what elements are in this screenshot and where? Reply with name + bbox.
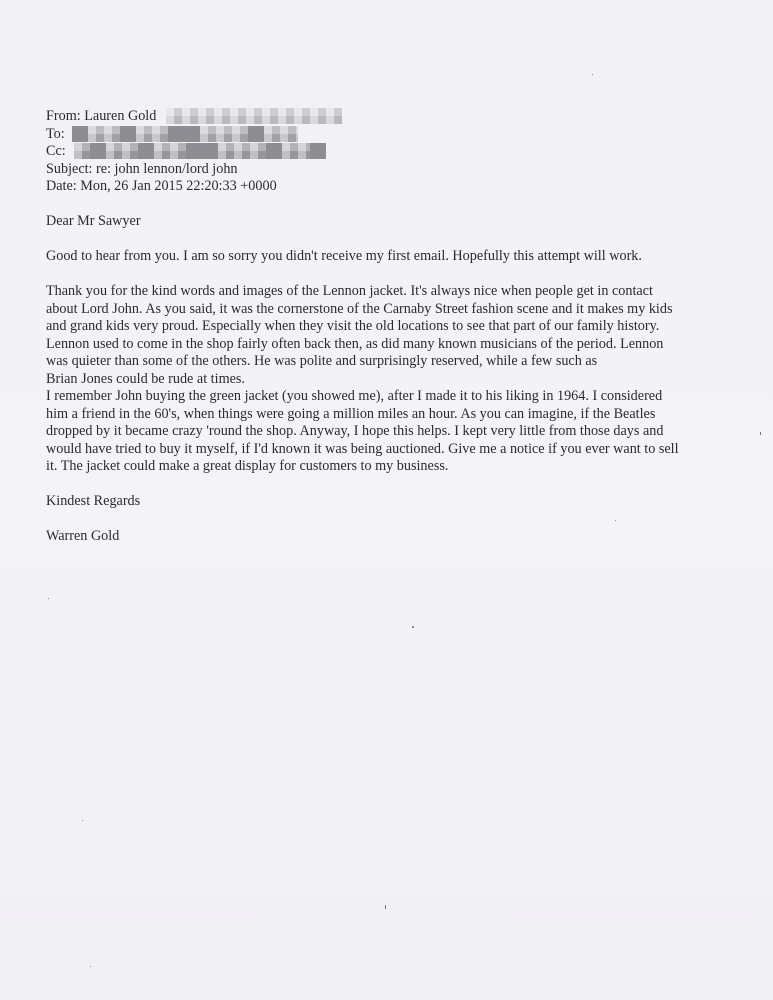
subject-label: Subject: xyxy=(46,160,93,177)
to-label: To: xyxy=(46,125,65,142)
redacted-to-address xyxy=(72,126,298,142)
to-row xyxy=(46,126,277,144)
paragraph-2-line: about Lord John. As you said, it was the cornerstone of the Carnaby Street fashion scene and it makes my kids xyxy=(46,300,673,317)
cc-label: Cc: xyxy=(46,143,66,159)
scan-speck xyxy=(760,432,761,435)
scan-speck xyxy=(385,905,386,909)
redacted-cc-address xyxy=(74,143,326,159)
signature: Warren Gold xyxy=(46,528,120,544)
from-label: From: xyxy=(46,108,81,124)
paragraph-2-line: I remember John buying the green jacket (you showed me), after I made it to his liking in 1964. I considered xyxy=(46,388,663,404)
subject-value: re: john lennon/lord john xyxy=(96,160,238,177)
salutation: Dear Mr Sawyer xyxy=(46,213,141,229)
paragraph-2-line: Lennon used to come in the shop fairly often back then, as did many known musicians of the period. Lennon xyxy=(46,335,664,352)
subject-row xyxy=(46,161,277,179)
redacted-from-address xyxy=(166,108,342,124)
paragraph-2-line: would have tried to buy it myself, if I'd known it was being auctioned. Give me a notice if you ever want to sell xyxy=(46,440,679,457)
scan-speck xyxy=(82,820,83,821)
paragraph-2-line: dropped by it became crazy 'round the shop. Anyway, I hope this helps. I kept very little from those days and xyxy=(46,423,664,439)
cc-row xyxy=(46,143,277,161)
from-row xyxy=(46,108,277,126)
closing: Kindest Regards xyxy=(46,493,141,509)
date-label: Date: xyxy=(46,178,77,194)
paragraph-2-line: and grand kids very proud. Especially when they visit the old locations to see that part of our family history. xyxy=(46,318,660,334)
scan-speck xyxy=(412,626,414,628)
paragraph-2 xyxy=(46,283,679,476)
date-row xyxy=(46,178,277,196)
paragraph-1: Good to hear from you. I am so sorry you didn't receive my first email. Hopefully this attempt will work. xyxy=(46,248,642,264)
paragraph-2-line: Thank you for the kind words and images of the Lennon jacket. It's always nice when people get in contact xyxy=(46,283,653,299)
scan-speck xyxy=(48,598,49,599)
date-value: Mon, 26 Jan 2015 22:20:33 +0000 xyxy=(80,178,277,194)
paragraph-2-line: him a friend in the 60's, when things were going a million miles an hour. As you can imagine, if the Beatles xyxy=(46,405,656,422)
scan-speck xyxy=(90,966,91,967)
from-value: Lauren Gold xyxy=(84,108,157,124)
scan-speck xyxy=(615,520,616,521)
scan-speck xyxy=(592,74,593,75)
paragraph-2-line: Brian Jones could be rude at times. xyxy=(46,370,245,387)
paragraph-2-line: it. The jacket could make a great display for customers to my business. xyxy=(46,458,449,474)
paragraph-2-line: was quieter than some of the others. He was polite and surprisingly reserved, while a few such as xyxy=(46,353,598,369)
email-headers xyxy=(46,108,277,196)
